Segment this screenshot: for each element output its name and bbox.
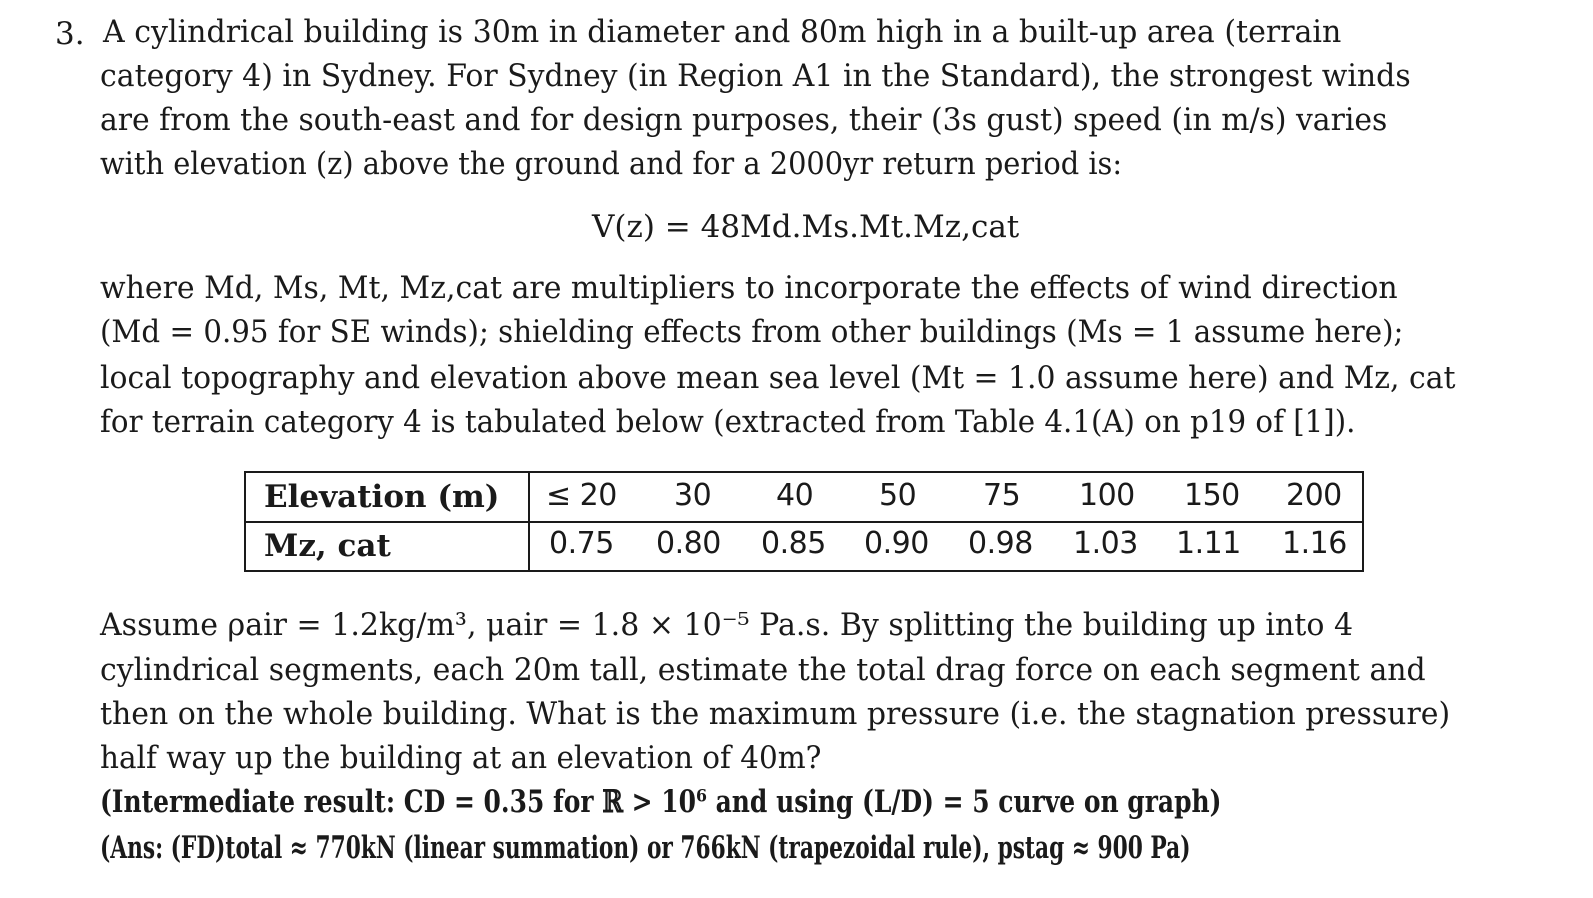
where-line-2: (Md = 0.95 for SE winds); shielding effects from other buildings (Ms = 1 assume here);	[100, 314, 1404, 350]
where-line-4: for terrain category 4 is tabulated below (extracted from Table 4.1(A) on p19 of [1]).	[100, 404, 1356, 440]
multiplier-cell: 1.03	[1073, 526, 1138, 561]
elevation-cell: 50	[879, 478, 917, 513]
elevation-cell: 40	[776, 478, 814, 513]
assume-line-4: half way up the building at an elevation of 40m?	[100, 740, 822, 776]
intro-line-2: category 4) in Sydney. For Sydney (in Region A1 in the Standard), the strongest winds	[100, 58, 1411, 94]
problem-number: 3.	[55, 16, 85, 52]
elevation-cell: 150	[1184, 478, 1240, 513]
assume-line-1: Assume ρair = 1.2kg/m³, μair = 1.8 × 10⁻⁵ Pa.s. By splitting the building up into 4	[100, 607, 1354, 643]
intermediate-result: (Intermediate result: CD = 0.35 for ℝ > 10⁶ and using (L/D) = 5 curve on graph)	[100, 784, 1222, 820]
multiplier-cell: 1.16	[1282, 526, 1347, 561]
multiplier-table	[244, 471, 1364, 572]
multiplier-cell: 1.11	[1176, 526, 1241, 561]
multiplier-cell: 0.75	[549, 526, 614, 561]
where-line-3: local topography and elevation above mean sea level (Mt = 1.0 assume here) and Mz, cat	[100, 360, 1456, 396]
answer: (Ans: (FD)total ≈ 770kN (linear summation) or 766kN (trapezoidal rule), pstag ≈ 900 Pa)	[100, 830, 1191, 866]
multiplier-cell: 0.80	[656, 526, 721, 561]
assume-line-3: then on the whole building. What is the maximum pressure (i.e. the stagnation pressure)	[100, 696, 1451, 732]
intro-line-4: with elevation (z) above the ground and for a 2000yr return period is:	[100, 146, 1123, 182]
where-line-1: where Md, Ms, Mt, Mz,cat are multipliers to incorporate the effects of wind direction	[100, 270, 1398, 306]
table-row-divider	[246, 521, 1362, 523]
multiplier-cell: 0.85	[761, 526, 826, 561]
intro-line-1: A cylindrical building is 30m in diameter and 80m high in a built-up area (terrain	[103, 14, 1342, 50]
assume-line-2: cylindrical segments, each 20m tall, estimate the total drag force on each segment and	[100, 652, 1426, 688]
multiplier-cell: 0.98	[968, 526, 1033, 561]
row-header-elevation: Elevation (m)	[264, 479, 500, 515]
elevation-cell: ≤ 20	[546, 478, 617, 513]
row-header-mzcat: Mz, cat	[264, 528, 391, 564]
elevation-cell: 200	[1286, 478, 1342, 513]
elevation-cell: 75	[983, 478, 1021, 513]
elevation-cell: 30	[674, 478, 712, 513]
wind-speed-equation: V(z) = 48Md.Ms.Mt.Mz,cat	[592, 209, 1020, 245]
intro-line-3: are from the south-east and for design purposes, their (3s gust) speed (in m/s) varies	[100, 102, 1388, 138]
multiplier-cell: 0.90	[864, 526, 929, 561]
elevation-cell: 100	[1079, 478, 1135, 513]
